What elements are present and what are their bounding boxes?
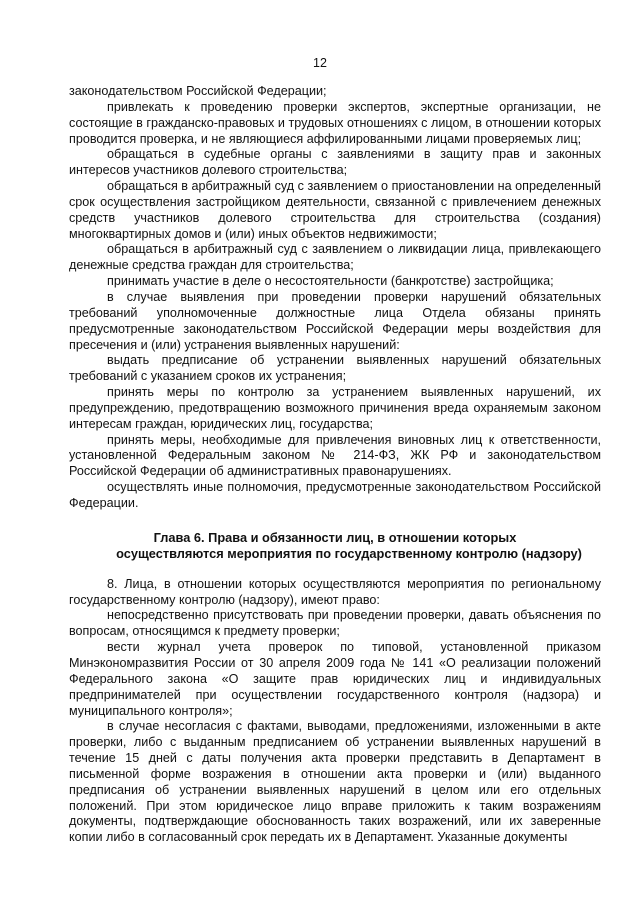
paragraph: принять меры, необходимые для привлечения виновных лиц к ответственности, установленной Федеральным законом № 214-ФЗ, ЖК РФ и законодательством Российской Федерации об административных правонарушениях. <box>69 432 601 479</box>
paragraph: выдать предписание об устранении выявленных нарушений обязательных требований с указанием сроков их устранения; <box>69 353 601 384</box>
paragraph: в случае выявления при проведении проверки нарушений обязательных требований уполномоченные должностные лица Отдела обязаны принять предусмотренные законодательством Российской Федерации меры воздействия для пресечения и (или) устранения выявленных нарушений: <box>69 289 601 352</box>
paragraph: осуществлять иные полномочия, предусмотренные законодательством Российской Федерации. <box>69 480 601 510</box>
paragraph: обращаться в судебные органы с заявлениями в защиту прав и законных интересов участников долевого строительства; <box>69 147 601 178</box>
paragraph: принимать участие в деле о несостоятельности (банкротстве) застройщика; <box>107 274 554 289</box>
chapter-heading-line: осуществляются мероприятия по государственному контролю (надзору) <box>116 545 582 561</box>
paragraph: 8. Лица, в отношении которых осуществляются мероприятия по региональному государственному контролю (надзору), имеют право: <box>69 576 601 607</box>
paragraph: законодательством Российской Федерации; <box>69 84 327 98</box>
chapter-heading <box>69 530 601 562</box>
paragraph: вести журнал учета проверок по типовой, установленной приказом Минэкономразвития России от 30 апреля 2009 года № 141 «О реализации положений Федерального закона «О защите прав юридических лиц и индивидуальных предпринимателей при осуществлении государственного контроля (надзора) и муниципального контроля»; <box>69 640 601 718</box>
paragraph: обращаться в арбитражный суд с заявлением о ликвидации лица, привлекающего денежные средства граждан для строительства; <box>69 242 601 273</box>
paragraph: непосредственно присутствовать при проведении проверки, давать объяснения по вопросам, относящимся к предмету проверки; <box>69 608 601 639</box>
document-body <box>69 84 601 846</box>
paragraph: обращаться в арбитражный суд с заявлением о приостановлении на определенный срок осуществления застройщиком деятельности, связанной с привлечением денежных средств участников долевого строительства для строительства (создания) многоквартирных домов и (или) иных объектов недвижимости; <box>69 179 601 241</box>
paragraph: привлекать к проведению проверки экспертов, экспертные организации, не состоящие в гражданско-правовых и трудовых отношениях с лицом, в отношении которых проводится проверка, и не являющиеся аффилированными лицами проверяемых лиц; <box>69 99 601 146</box>
paragraph: принять меры по контролю за устранением выявленных нарушений, их предупреждению, предотвращению возможного причинения вреда охраняемым законом интересам граждан, юридических лиц, государства; <box>69 385 601 431</box>
paragraph: в случае несогласия с фактами, выводами, предложениями, изложенными в акте проверки, либо с выданным предписанием об устранении выявленных нарушений в течение 15 дней с даты получения акта проверки представить в Департамент в письменной форме возражения в отношении акта проверки и (или) выданного предписания об устранении выявленных нарушений в целом или его отдельных положений. При этом юридическое лицо вправе приложить к таким возражениям документы, подтверждающие обоснованность таких возражений, или их заверенные копии либо в согласованный срок передать их в Департамент. Указанные документы <box>69 719 601 845</box>
page-number: 12 <box>313 56 327 70</box>
chapter-heading-line: Глава 6. Права и обязанности лиц, в отношении которых <box>153 529 517 545</box>
